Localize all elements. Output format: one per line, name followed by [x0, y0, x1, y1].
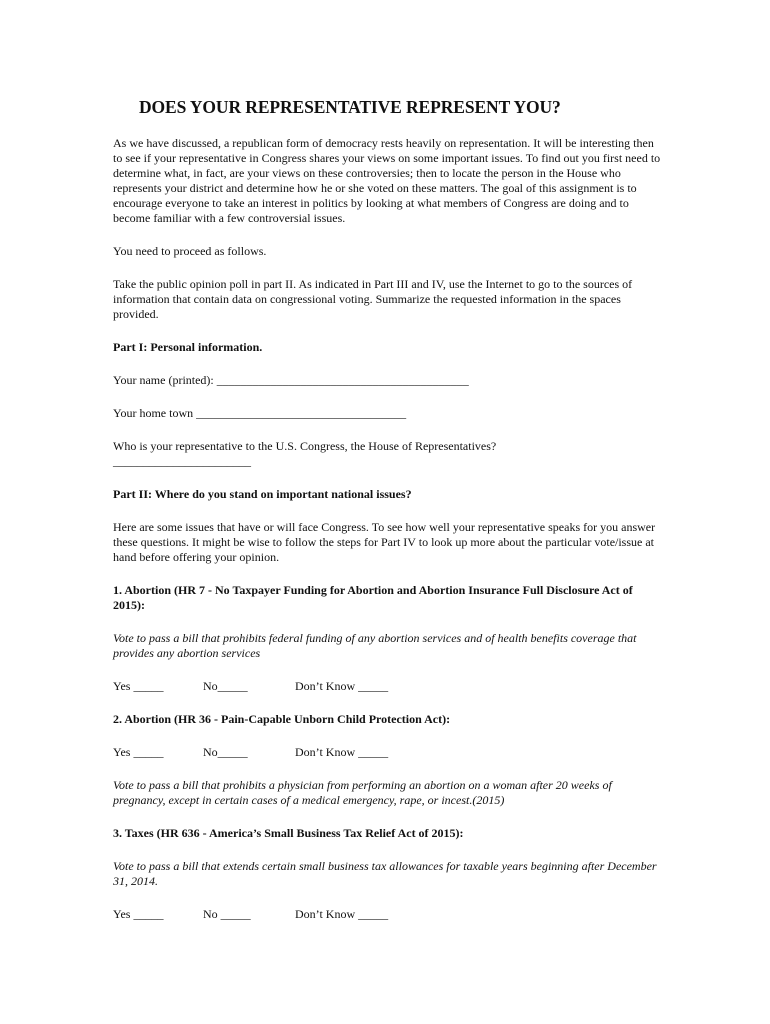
issue-1-yes-option[interactable]: Yes _____ [113, 679, 164, 693]
issue-1-description: Vote to pass a bill that prohibits federal funding of any abortion services and of health benefits coverage that provides any abortion services [113, 631, 637, 660]
part2-intro: Here are some issues that have or will face Congress. To see how well your representative speaks for you answer these questions. It might be wise to follow the steps for Part IV to look up more about the particular vote/issue at hand before offering your opinion. [113, 520, 656, 564]
part1-heading: Part I: Personal information. [113, 340, 263, 354]
name-field[interactable]: Your name (printed): __________________________________________ [113, 373, 469, 387]
document-title: DOES YOUR REPRESENTATIVE REPRESENT YOU? [139, 97, 561, 117]
issue-1-dont-know-option[interactable]: Don’t Know _____ [295, 679, 389, 693]
issue-1-no-option[interactable]: No_____ [203, 679, 248, 693]
issue-3-no-option[interactable]: No _____ [203, 907, 251, 921]
issue-2-no-option[interactable]: No_____ [203, 745, 248, 759]
issue-3-dont-know-option[interactable]: Don’t Know _____ [295, 907, 389, 921]
issue-2-description: Vote to pass a bill that prohibits a physician from performing an abortion on a woman after 20 weeks of pregnancy, except in certain cases of a medical emergency, rape, or incest.(2015) [113, 778, 612, 807]
document-body [113, 96, 661, 940]
part2-heading: Part II: Where do you stand on important national issues? [113, 487, 412, 501]
proceed-paragraph: You need to proceed as follows. [113, 244, 267, 258]
issue-3-description: Vote to pass a bill that extends certain small business tax allowances for taxable years beginning after December 31, 2014. [113, 859, 657, 888]
instructions-paragraph: Take the public opinion poll in part II. As indicated in Part III and IV, use the Internet to go to the sources of information that contain data on congressional voting. Summarize the requested information in the spaces provided. [113, 277, 633, 321]
issue-3-yes-option[interactable]: Yes _____ [113, 907, 164, 921]
issue-2-dont-know-option[interactable]: Don’t Know _____ [295, 745, 389, 759]
representative-field[interactable]: _______________________ [113, 454, 251, 468]
issue-3-heading: 3. Taxes (HR 636 - America’s Small Business Tax Relief Act of 2015): [113, 826, 464, 840]
issue-1-heading: 1. Abortion (HR 7 - No Taxpayer Funding for Abortion and Abortion Insurance Full Disclosure Act of 2015): [113, 583, 633, 612]
issue-2-answers [113, 745, 661, 760]
representative-question: Who is your representative to the U.S. Congress, the House of Representatives? [113, 439, 497, 453]
issue-2-heading: 2. Abortion (HR 36 - Pain-Capable Unborn Child Protection Act): [113, 712, 451, 726]
issue-2-yes-option[interactable]: Yes _____ [113, 745, 164, 759]
issue-1-answers [113, 679, 661, 694]
hometown-field[interactable]: Your home town ___________________________________ [113, 406, 407, 420]
issue-3-answers [113, 907, 661, 922]
intro-paragraph: As we have discussed, a republican form of democracy rests heavily on representation. It will be interesting then to see if your representative in Congress shares your views on some important issues. To find out you first need to determine what, in fact, are your views on these controversies; then to locate the person in the House who represents your district and determine how he or she voted on these matters. The goal of this assignment is to encourage everyone to take an interest in politics by looking at what members of Congress are doing and to become familiar with a few controversial issues. [113, 136, 661, 225]
